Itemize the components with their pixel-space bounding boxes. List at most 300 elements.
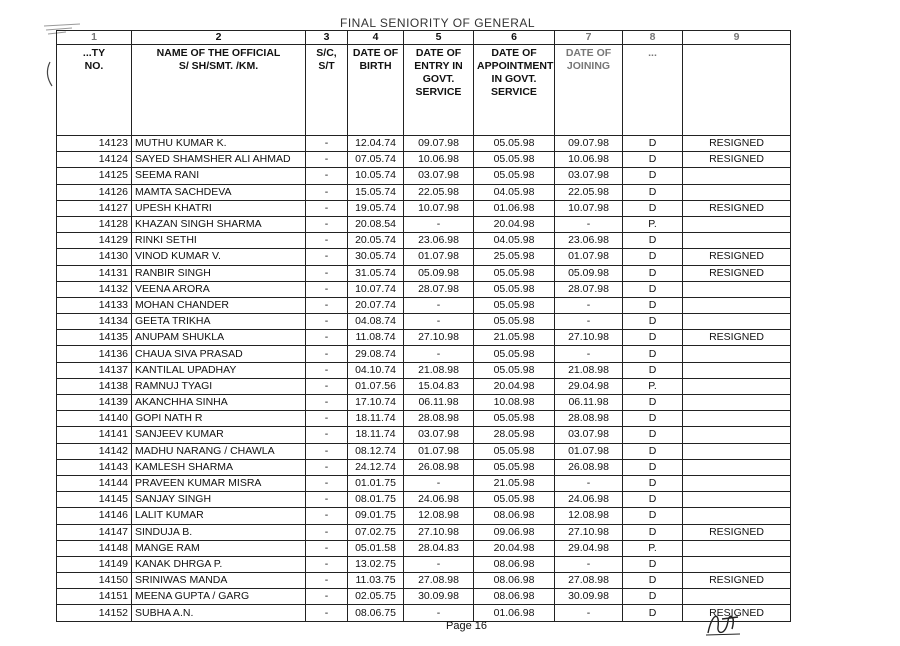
column-header-line: IN GOVT. bbox=[491, 73, 537, 85]
cell-appt: 05.05.98 bbox=[474, 411, 555, 427]
cell-cat: - bbox=[306, 265, 348, 281]
cell-dob: 20.08.54 bbox=[348, 216, 404, 232]
cell-remark bbox=[683, 281, 791, 297]
column-number-1: 1 bbox=[57, 31, 132, 45]
cell-cat: - bbox=[306, 395, 348, 411]
cell-sno: 14123 bbox=[57, 136, 132, 152]
cell-entry: 09.07.98 bbox=[404, 136, 474, 152]
cell-sno: 14137 bbox=[57, 362, 132, 378]
cell-entry: 24.06.98 bbox=[404, 492, 474, 508]
cell-join: - bbox=[555, 216, 623, 232]
cell-join: 03.07.98 bbox=[555, 427, 623, 443]
cell-sno: 14135 bbox=[57, 330, 132, 346]
cell-cat2: D bbox=[623, 152, 683, 168]
cell-cat: - bbox=[306, 152, 348, 168]
cell-cat2: D bbox=[623, 314, 683, 330]
cell-remark bbox=[683, 492, 791, 508]
cell-name: KHAZAN SINGH SHARMA bbox=[132, 216, 306, 232]
cell-cat: - bbox=[306, 378, 348, 394]
cell-cat: - bbox=[306, 443, 348, 459]
cell-name: UPESH KHATRI bbox=[132, 200, 306, 216]
cell-join: 28.07.98 bbox=[555, 281, 623, 297]
cell-sno: 14124 bbox=[57, 152, 132, 168]
column-number-3: 3 bbox=[306, 31, 348, 45]
column-number-7: 7 bbox=[555, 31, 623, 45]
column-header-4 bbox=[348, 45, 404, 136]
cell-dob: 15.05.74 bbox=[348, 184, 404, 200]
cell-remark bbox=[683, 540, 791, 556]
cell-join: 26.08.98 bbox=[555, 459, 623, 475]
cell-sno: 14130 bbox=[57, 249, 132, 265]
cell-cat2: P. bbox=[623, 540, 683, 556]
cell-name: MAMTA SACHDEVA bbox=[132, 184, 306, 200]
cell-remark bbox=[683, 411, 791, 427]
cell-dob: 20.05.74 bbox=[348, 233, 404, 249]
handwritten-signature bbox=[702, 607, 744, 639]
cell-cat2: D bbox=[623, 281, 683, 297]
cell-sno: 14136 bbox=[57, 346, 132, 362]
cell-entry: 26.08.98 bbox=[404, 459, 474, 475]
cell-entry: 23.06.98 bbox=[404, 233, 474, 249]
cell-remark bbox=[683, 427, 791, 443]
cell-cat: - bbox=[306, 524, 348, 540]
cell-entry: 28.07.98 bbox=[404, 281, 474, 297]
cell-remark bbox=[683, 346, 791, 362]
cell-cat: - bbox=[306, 314, 348, 330]
column-header-1 bbox=[57, 45, 132, 136]
cell-appt: 08.06.98 bbox=[474, 556, 555, 572]
cell-join: - bbox=[555, 346, 623, 362]
cell-entry: 21.08.98 bbox=[404, 362, 474, 378]
cell-dob: 19.05.74 bbox=[348, 200, 404, 216]
cell-sno: 14143 bbox=[57, 459, 132, 475]
cell-cat2: D bbox=[623, 265, 683, 281]
column-number-2: 2 bbox=[132, 31, 306, 45]
cell-entry: 27.10.98 bbox=[404, 524, 474, 540]
table-row bbox=[57, 589, 791, 605]
cell-dob: 30.05.74 bbox=[348, 249, 404, 265]
cell-appt: 20.04.98 bbox=[474, 540, 555, 556]
cell-name: SUBHA A.N. bbox=[132, 605, 306, 621]
cell-remark bbox=[683, 362, 791, 378]
cell-join: 05.09.98 bbox=[555, 265, 623, 281]
cell-dob: 10.07.74 bbox=[348, 281, 404, 297]
cell-name: MADHU NARANG / CHAWLA bbox=[132, 443, 306, 459]
cell-cat2: D bbox=[623, 427, 683, 443]
cell-dob: 29.08.74 bbox=[348, 346, 404, 362]
column-header-3 bbox=[306, 45, 348, 136]
table-row bbox=[57, 297, 791, 313]
cell-name: ANUPAM SHUKLA bbox=[132, 330, 306, 346]
cell-entry: 15.04.83 bbox=[404, 378, 474, 394]
cell-remark bbox=[683, 216, 791, 232]
cell-join: - bbox=[555, 297, 623, 313]
cell-appt: 05.05.98 bbox=[474, 281, 555, 297]
column-header-9 bbox=[683, 45, 791, 136]
cell-dob: 02.05.75 bbox=[348, 589, 404, 605]
cell-join: - bbox=[555, 475, 623, 491]
table-row bbox=[57, 281, 791, 297]
cell-sno: 14129 bbox=[57, 233, 132, 249]
cell-remark bbox=[683, 556, 791, 572]
cell-cat: - bbox=[306, 281, 348, 297]
cell-cat2: D bbox=[623, 136, 683, 152]
cell-remark: RESIGNED bbox=[683, 265, 791, 281]
column-number-5: 5 bbox=[404, 31, 474, 45]
column-header-line: DATE OF bbox=[415, 47, 462, 59]
cell-name: MANGE RAM bbox=[132, 540, 306, 556]
cell-remark: RESIGNED bbox=[683, 136, 791, 152]
cell-name: VEENA ARORA bbox=[132, 281, 306, 297]
column-header-6 bbox=[474, 45, 555, 136]
cell-appt: 05.05.98 bbox=[474, 492, 555, 508]
cell-appt: 10.08.98 bbox=[474, 395, 555, 411]
cell-sno: 14141 bbox=[57, 427, 132, 443]
cell-dob: 08.01.75 bbox=[348, 492, 404, 508]
cell-name: KAMLESH SHARMA bbox=[132, 459, 306, 475]
cell-cat: - bbox=[306, 427, 348, 443]
table-row bbox=[57, 249, 791, 265]
cell-cat: - bbox=[306, 589, 348, 605]
cell-cat2: D bbox=[623, 556, 683, 572]
cell-dob: 08.12.74 bbox=[348, 443, 404, 459]
cell-cat: - bbox=[306, 508, 348, 524]
table-row bbox=[57, 184, 791, 200]
column-header-line: SERVICE bbox=[415, 86, 462, 98]
cell-join: - bbox=[555, 556, 623, 572]
cell-join: 06.11.98 bbox=[555, 395, 623, 411]
cell-cat2: D bbox=[623, 589, 683, 605]
cell-entry: 10.06.98 bbox=[404, 152, 474, 168]
column-number-6: 6 bbox=[474, 31, 555, 45]
column-number-4: 4 bbox=[348, 31, 404, 45]
cell-dob: 11.03.75 bbox=[348, 573, 404, 589]
cell-dob: 01.01.75 bbox=[348, 475, 404, 491]
cell-sno: 14152 bbox=[57, 605, 132, 621]
cell-sno: 14139 bbox=[57, 395, 132, 411]
cell-sno: 14128 bbox=[57, 216, 132, 232]
cell-name: CHAUA SIVA PRASAD bbox=[132, 346, 306, 362]
cell-appt: 08.06.98 bbox=[474, 508, 555, 524]
cell-cat: - bbox=[306, 540, 348, 556]
cell-cat: - bbox=[306, 475, 348, 491]
column-header-line: APPOINTMENT bbox=[477, 60, 554, 72]
cell-cat2: P. bbox=[623, 378, 683, 394]
cell-cat: - bbox=[306, 411, 348, 427]
cell-dob: 10.05.74 bbox=[348, 168, 404, 184]
table-row bbox=[57, 233, 791, 249]
cell-entry: 10.07.98 bbox=[404, 200, 474, 216]
cell-name: SAYED SHAMSHER ALI AHMAD bbox=[132, 152, 306, 168]
cell-join: 22.05.98 bbox=[555, 184, 623, 200]
cell-entry: - bbox=[404, 314, 474, 330]
cell-cat2: D bbox=[623, 508, 683, 524]
cell-remark: RESIGNED bbox=[683, 200, 791, 216]
cell-appt: 01.06.98 bbox=[474, 605, 555, 621]
cell-join: 01.07.98 bbox=[555, 443, 623, 459]
cell-cat: - bbox=[306, 573, 348, 589]
cell-cat: - bbox=[306, 556, 348, 572]
table-row bbox=[57, 265, 791, 281]
cell-appt: 20.04.98 bbox=[474, 216, 555, 232]
cell-cat: - bbox=[306, 200, 348, 216]
cell-join: - bbox=[555, 314, 623, 330]
cell-cat2: D bbox=[623, 524, 683, 540]
cell-name: RANBIR SINGH bbox=[132, 265, 306, 281]
column-header-line: S/C, bbox=[316, 47, 337, 59]
cell-join: 12.08.98 bbox=[555, 508, 623, 524]
cell-cat: - bbox=[306, 136, 348, 152]
cell-cat2: D bbox=[623, 168, 683, 184]
cell-entry: 12.08.98 bbox=[404, 508, 474, 524]
column-header-2 bbox=[132, 45, 306, 136]
cell-remark bbox=[683, 297, 791, 313]
cell-name: SANJAY SINGH bbox=[132, 492, 306, 508]
cell-cat2: D bbox=[623, 573, 683, 589]
table-row bbox=[57, 216, 791, 232]
cell-cat2: D bbox=[623, 605, 683, 621]
column-header-7 bbox=[555, 45, 623, 136]
cell-entry: - bbox=[404, 605, 474, 621]
cell-cat2: D bbox=[623, 233, 683, 249]
cell-cat2: D bbox=[623, 411, 683, 427]
cell-sno: 14138 bbox=[57, 378, 132, 394]
cell-remark: RESIGNED bbox=[683, 605, 791, 621]
cell-appt: 05.05.98 bbox=[474, 297, 555, 313]
cell-join: 28.08.98 bbox=[555, 411, 623, 427]
column-header-line: ... bbox=[648, 47, 657, 59]
cell-join: 24.06.98 bbox=[555, 492, 623, 508]
cell-join: 10.06.98 bbox=[555, 152, 623, 168]
cell-entry: 05.09.98 bbox=[404, 265, 474, 281]
cell-sno: 14134 bbox=[57, 314, 132, 330]
column-header-5 bbox=[404, 45, 474, 136]
cell-join: 09.07.98 bbox=[555, 136, 623, 152]
cell-appt: 21.05.98 bbox=[474, 330, 555, 346]
cell-appt: 05.05.98 bbox=[474, 314, 555, 330]
cell-remark bbox=[683, 459, 791, 475]
cell-entry: - bbox=[404, 556, 474, 572]
cell-appt: 04.05.98 bbox=[474, 233, 555, 249]
cell-entry: 30.09.98 bbox=[404, 589, 474, 605]
cell-appt: 05.05.98 bbox=[474, 459, 555, 475]
cell-cat2: D bbox=[623, 200, 683, 216]
cell-name: GOPI NATH R bbox=[132, 411, 306, 427]
table-row bbox=[57, 475, 791, 491]
cell-appt: 25.05.98 bbox=[474, 249, 555, 265]
cell-appt: 05.05.98 bbox=[474, 362, 555, 378]
cell-join: 21.08.98 bbox=[555, 362, 623, 378]
cell-cat: - bbox=[306, 168, 348, 184]
cell-sno: 14140 bbox=[57, 411, 132, 427]
seniority-table bbox=[56, 30, 791, 622]
cell-dob: 20.07.74 bbox=[348, 297, 404, 313]
cell-cat: - bbox=[306, 362, 348, 378]
column-header-row bbox=[57, 45, 791, 136]
cell-entry: - bbox=[404, 346, 474, 362]
cell-join: - bbox=[555, 605, 623, 621]
column-header-line: ENTRY IN bbox=[414, 60, 463, 72]
cell-remark bbox=[683, 475, 791, 491]
cell-cat2: D bbox=[623, 346, 683, 362]
cell-cat: - bbox=[306, 233, 348, 249]
cell-dob: 24.12.74 bbox=[348, 459, 404, 475]
cell-cat2: D bbox=[623, 362, 683, 378]
cell-dob: 07.05.74 bbox=[348, 152, 404, 168]
table-row bbox=[57, 492, 791, 508]
cell-remark bbox=[683, 314, 791, 330]
table-row bbox=[57, 152, 791, 168]
cell-remark: RESIGNED bbox=[683, 152, 791, 168]
cell-cat: - bbox=[306, 216, 348, 232]
cell-dob: 04.10.74 bbox=[348, 362, 404, 378]
table-row bbox=[57, 540, 791, 556]
cell-name: RINKI SETHI bbox=[132, 233, 306, 249]
cell-cat: - bbox=[306, 492, 348, 508]
cell-entry: 06.11.98 bbox=[404, 395, 474, 411]
cell-dob: 18.11.74 bbox=[348, 411, 404, 427]
cell-join: 27.10.98 bbox=[555, 330, 623, 346]
cell-remark: RESIGNED bbox=[683, 573, 791, 589]
table-row bbox=[57, 378, 791, 394]
document-title: FINAL SENIORITY OF GENERAL bbox=[340, 16, 536, 30]
cell-entry: 01.07.98 bbox=[404, 249, 474, 265]
cell-dob: 09.01.75 bbox=[348, 508, 404, 524]
cell-entry: - bbox=[404, 216, 474, 232]
cell-appt: 08.06.98 bbox=[474, 573, 555, 589]
cell-dob: 07.02.75 bbox=[348, 524, 404, 540]
table-row bbox=[57, 524, 791, 540]
cell-appt: 09.06.98 bbox=[474, 524, 555, 540]
cell-cat2: D bbox=[623, 443, 683, 459]
column-header-8 bbox=[623, 45, 683, 136]
cell-name: AKANCHHA SINHA bbox=[132, 395, 306, 411]
cell-cat2: D bbox=[623, 184, 683, 200]
column-header-line: DATE OF bbox=[491, 47, 537, 59]
cell-dob: 31.05.74 bbox=[348, 265, 404, 281]
cell-entry: 27.10.98 bbox=[404, 330, 474, 346]
table-row bbox=[57, 573, 791, 589]
cell-remark: RESIGNED bbox=[683, 249, 791, 265]
cell-name: MUTHU KUMAR K. bbox=[132, 136, 306, 152]
cell-sno: 14150 bbox=[57, 573, 132, 589]
cell-appt: 21.05.98 bbox=[474, 475, 555, 491]
cell-remark bbox=[683, 378, 791, 394]
cell-dob: 13.02.75 bbox=[348, 556, 404, 572]
cell-remark bbox=[683, 508, 791, 524]
table-row bbox=[57, 427, 791, 443]
table-row bbox=[57, 330, 791, 346]
cell-name: MOHAN CHANDER bbox=[132, 297, 306, 313]
cell-sno: 14146 bbox=[57, 508, 132, 524]
cell-cat2: D bbox=[623, 330, 683, 346]
column-number-9: 9 bbox=[683, 31, 791, 45]
column-header-line: BIRTH bbox=[359, 60, 392, 72]
cell-entry: 03.07.98 bbox=[404, 168, 474, 184]
cell-dob: 11.08.74 bbox=[348, 330, 404, 346]
cell-join: 29.04.98 bbox=[555, 540, 623, 556]
cell-dob: 18.11.74 bbox=[348, 427, 404, 443]
table-row bbox=[57, 411, 791, 427]
cell-appt: 08.06.98 bbox=[474, 589, 555, 605]
column-number-8: 8 bbox=[623, 31, 683, 45]
cell-dob: 05.01.58 bbox=[348, 540, 404, 556]
cell-name: MEENA GUPTA / GARG bbox=[132, 589, 306, 605]
cell-sno: 14148 bbox=[57, 540, 132, 556]
cell-name: RAMNUJ TYAGI bbox=[132, 378, 306, 394]
cell-entry: 28.08.98 bbox=[404, 411, 474, 427]
cell-dob: 01.07.56 bbox=[348, 378, 404, 394]
cell-sno: 14126 bbox=[57, 184, 132, 200]
column-header-line: DATE OF bbox=[565, 47, 612, 59]
cell-appt: 05.05.98 bbox=[474, 136, 555, 152]
cell-join: 01.07.98 bbox=[555, 249, 623, 265]
cell-entry: 22.05.98 bbox=[404, 184, 474, 200]
cell-appt: 04.05.98 bbox=[474, 184, 555, 200]
page-number: Page 16 bbox=[446, 620, 487, 632]
cell-cat: - bbox=[306, 330, 348, 346]
cell-cat2: P. bbox=[623, 216, 683, 232]
cell-join: 30.09.98 bbox=[555, 589, 623, 605]
cell-cat: - bbox=[306, 605, 348, 621]
cell-join: 27.10.98 bbox=[555, 524, 623, 540]
cell-remark bbox=[683, 443, 791, 459]
table-row bbox=[57, 556, 791, 572]
cell-entry: - bbox=[404, 297, 474, 313]
cell-sno: 14145 bbox=[57, 492, 132, 508]
cell-cat2: D bbox=[623, 459, 683, 475]
cell-remark bbox=[683, 233, 791, 249]
cell-join: 27.08.98 bbox=[555, 573, 623, 589]
cell-sno: 14131 bbox=[57, 265, 132, 281]
cell-sno: 14127 bbox=[57, 200, 132, 216]
cell-sno: 14133 bbox=[57, 297, 132, 313]
table-row bbox=[57, 362, 791, 378]
cell-sno: 14151 bbox=[57, 589, 132, 605]
cell-remark: RESIGNED bbox=[683, 330, 791, 346]
cell-name: KANTILAL UPADHAY bbox=[132, 362, 306, 378]
cell-name: KANAK DHRGA P. bbox=[132, 556, 306, 572]
cell-name: SINDUJA B. bbox=[132, 524, 306, 540]
cell-name: SEEMA RANI bbox=[132, 168, 306, 184]
table-row bbox=[57, 200, 791, 216]
cell-name: VINOD KUMAR V. bbox=[132, 249, 306, 265]
column-header-line: GOVT. bbox=[422, 73, 455, 85]
cell-remark bbox=[683, 395, 791, 411]
column-header-line: JOINING bbox=[566, 60, 611, 72]
column-header-line: ...TY bbox=[82, 47, 106, 59]
cell-appt: 05.05.98 bbox=[474, 265, 555, 281]
cell-dob: 04.08.74 bbox=[348, 314, 404, 330]
cell-dob: 08.06.75 bbox=[348, 605, 404, 621]
cell-appt: 01.06.98 bbox=[474, 200, 555, 216]
cell-join: 23.06.98 bbox=[555, 233, 623, 249]
cell-cat: - bbox=[306, 297, 348, 313]
cell-appt: 05.05.98 bbox=[474, 443, 555, 459]
cell-name: SRINIWAS MANDA bbox=[132, 573, 306, 589]
cell-sno: 14142 bbox=[57, 443, 132, 459]
cell-appt: 20.04.98 bbox=[474, 378, 555, 394]
cell-sno: 14132 bbox=[57, 281, 132, 297]
cell-appt: 05.05.98 bbox=[474, 346, 555, 362]
table-row bbox=[57, 605, 791, 621]
cell-join: 10.07.98 bbox=[555, 200, 623, 216]
cell-appt: 05.05.98 bbox=[474, 152, 555, 168]
cell-sno: 14125 bbox=[57, 168, 132, 184]
cell-remark: RESIGNED bbox=[683, 524, 791, 540]
cell-cat2: D bbox=[623, 297, 683, 313]
cell-cat2: D bbox=[623, 475, 683, 491]
